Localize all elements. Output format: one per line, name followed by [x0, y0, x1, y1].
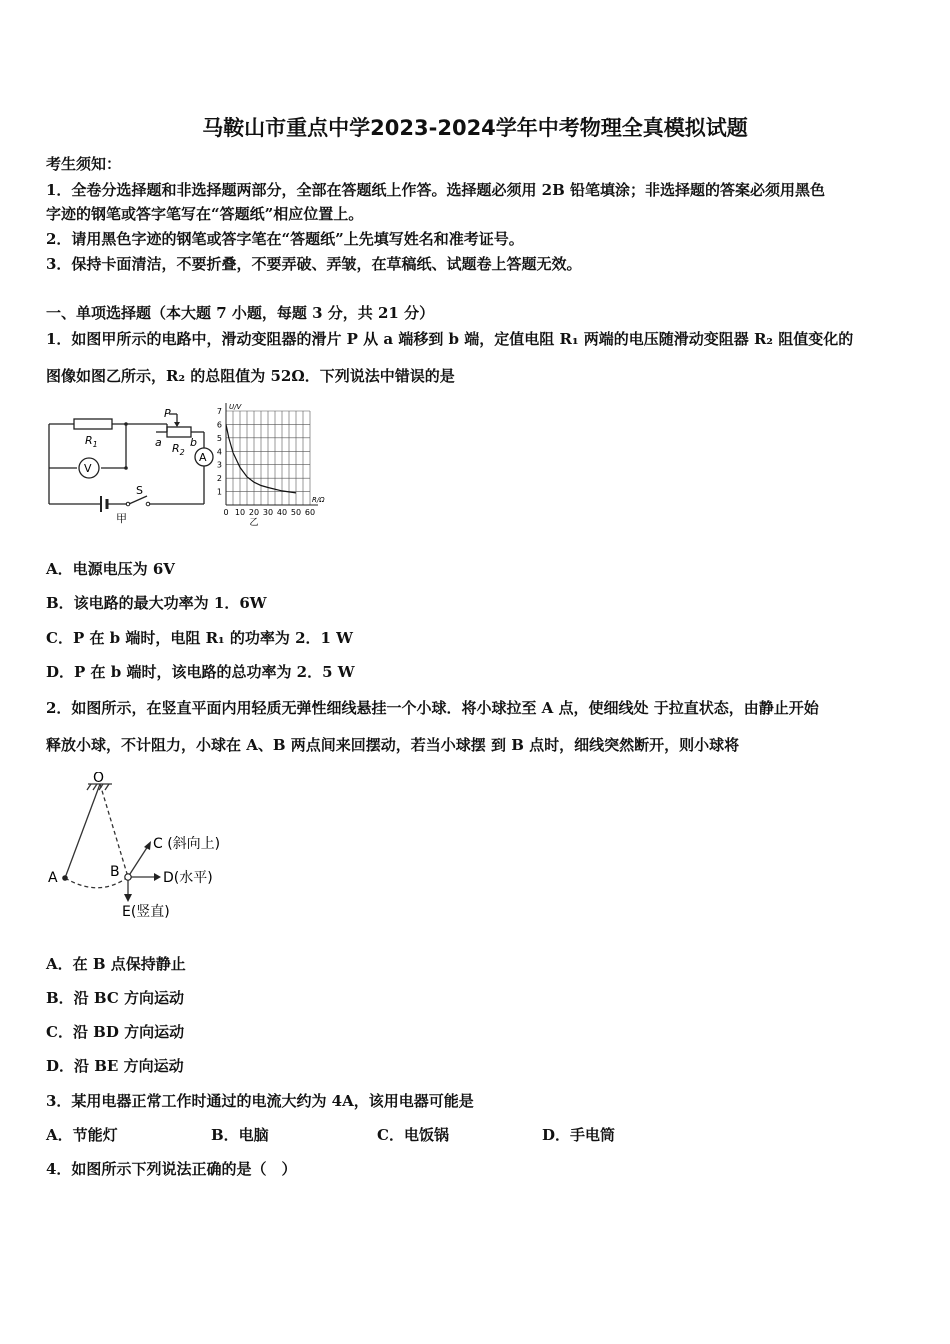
notice-heading: 考生须知：	[46, 155, 122, 173]
q1-option-d: D．P 在 b 端时，该电路的总功率为 2．5 W	[46, 663, 355, 681]
chart-x-tick-label: 30	[262, 508, 274, 517]
point-a-label: A	[48, 870, 58, 886]
q2-option-d: D．沿 BE 方向运动	[46, 1057, 184, 1075]
chart-x-tick-label: 20	[248, 508, 260, 517]
q3-option-b: B．电脑	[211, 1126, 269, 1144]
q3-option-a: A．节能灯	[46, 1126, 118, 1144]
notice-item-3: 3．保持卡面清洁，不要折叠，不要弄破、弄皱，在草稿纸、试题卷上答题无效。	[46, 255, 582, 273]
q1-circuit-figure	[44, 408, 222, 528]
q1-stem-line2: 图像如图乙所示，R₂ 的总阻值为 52Ω．下列说法中错误的是	[46, 367, 455, 385]
q1-stem-line1: 1．如图甲所示的电路中，滑动变阻器的滑片 P 从 a 端移到 b 端，定值电阻 R₁ 两端的电压随滑动变阻器 R₂ 阻值变化的	[46, 330, 854, 348]
notice-item-1b: 字迹的钢笔或答字笔写在“答题纸”相应位置上。	[46, 205, 364, 223]
end-a-label: a	[155, 436, 162, 449]
chart-caption: 乙	[249, 518, 259, 526]
notice-item-2: 2．请用黑色字迹的钢笔或答字笔在“答题纸”上先填写姓名和准考证号。	[46, 230, 524, 248]
chart-y-tick-label: 4	[216, 447, 222, 457]
page-title: 马鞍山市重点中学2023-2024学年中考物理全真模拟试题	[202, 116, 748, 140]
r1-label: $R_1$	[85, 434, 98, 449]
chart-y-tick-label: 2	[216, 474, 222, 484]
chart-x-tick-label: 50	[290, 508, 302, 517]
q3-option-d: D．手电筒	[542, 1126, 616, 1144]
chart-x-tick-label: 40	[276, 508, 288, 517]
q3-stem: 3．某用电器正常工作时通过的电流大约为 4A，该用电器可能是	[46, 1092, 474, 1110]
chart-y-axis-label: U/V	[229, 403, 242, 411]
chart-x-tick-label: 60	[304, 508, 316, 517]
point-b-label: B	[110, 864, 120, 880]
section-heading: 一、单项选择题（本大题 7 小题，每题 3 分，共 21 分）	[46, 304, 435, 322]
q4-stem: 4．如图所示下列说法正确的是（ ）	[46, 1160, 297, 1178]
notice-item-1a: 1．全卷分选择题和非选择题两部分，全部在答题纸上作答。选择题必须用 2B 铅笔填涂；非选择题的答案必须用黑色	[46, 181, 826, 199]
direction-c-label: C (斜向上)	[153, 836, 221, 852]
chart-y-tick-label: 6	[216, 420, 222, 430]
q2-option-a: A．在 B 点保持静止	[46, 955, 186, 973]
chart-y-tick-label: 3	[216, 460, 222, 470]
q3-option-c: C．电饭锅	[377, 1126, 449, 1144]
chart-y-tick-label: 1	[216, 487, 222, 497]
q2-stem-line1: 2．如图所示，在竖直平面内用轻质无弹性细线悬挂一个小球．将小球拉至 A 点，使细线处 于拉直状态，由静止开始	[46, 699, 819, 717]
q2-pendulum-figure	[44, 772, 244, 924]
voltmeter-label: V	[84, 462, 92, 475]
r2-label: $R_2$	[172, 442, 185, 457]
slider-p-label: P	[164, 408, 171, 420]
q2-option-c: C．沿 BD 方向运动	[46, 1023, 185, 1041]
ammeter-label: A	[199, 451, 207, 464]
direction-e-label: E(竖直)	[122, 904, 170, 920]
chart-x-tick-label: 0	[223, 508, 229, 517]
q1-voltage-chart	[214, 396, 334, 526]
q1-option-a: A．电源电压为 6V	[46, 560, 175, 578]
chart-x-tick-label: 10	[234, 508, 246, 517]
direction-d-label: D(水平)	[163, 870, 213, 886]
chart-y-tick-label: 7	[216, 407, 222, 416]
point-o-label: O	[93, 772, 105, 786]
chart-y-tick-label: 5	[216, 433, 222, 443]
end-b-label: b	[190, 436, 197, 449]
chart-x-axis-label: R/Ω	[312, 496, 325, 504]
q2-option-b: B．沿 BC 方向运动	[46, 989, 185, 1007]
fig-jia-caption: 甲	[116, 512, 127, 525]
q2-stem-line2: 释放小球，不计阻力，小球在 A、B 两点间来回摆动，若当小球摆 到 B 点时，细线突然断开，则小球将	[46, 736, 740, 754]
q1-option-c: C．P 在 b 端时，电阻 R₁ 的功率为 2．1 W	[46, 629, 354, 647]
q1-option-b: B．该电路的最大功率为 1．6W	[46, 594, 267, 612]
switch-s-label: S	[136, 484, 143, 497]
